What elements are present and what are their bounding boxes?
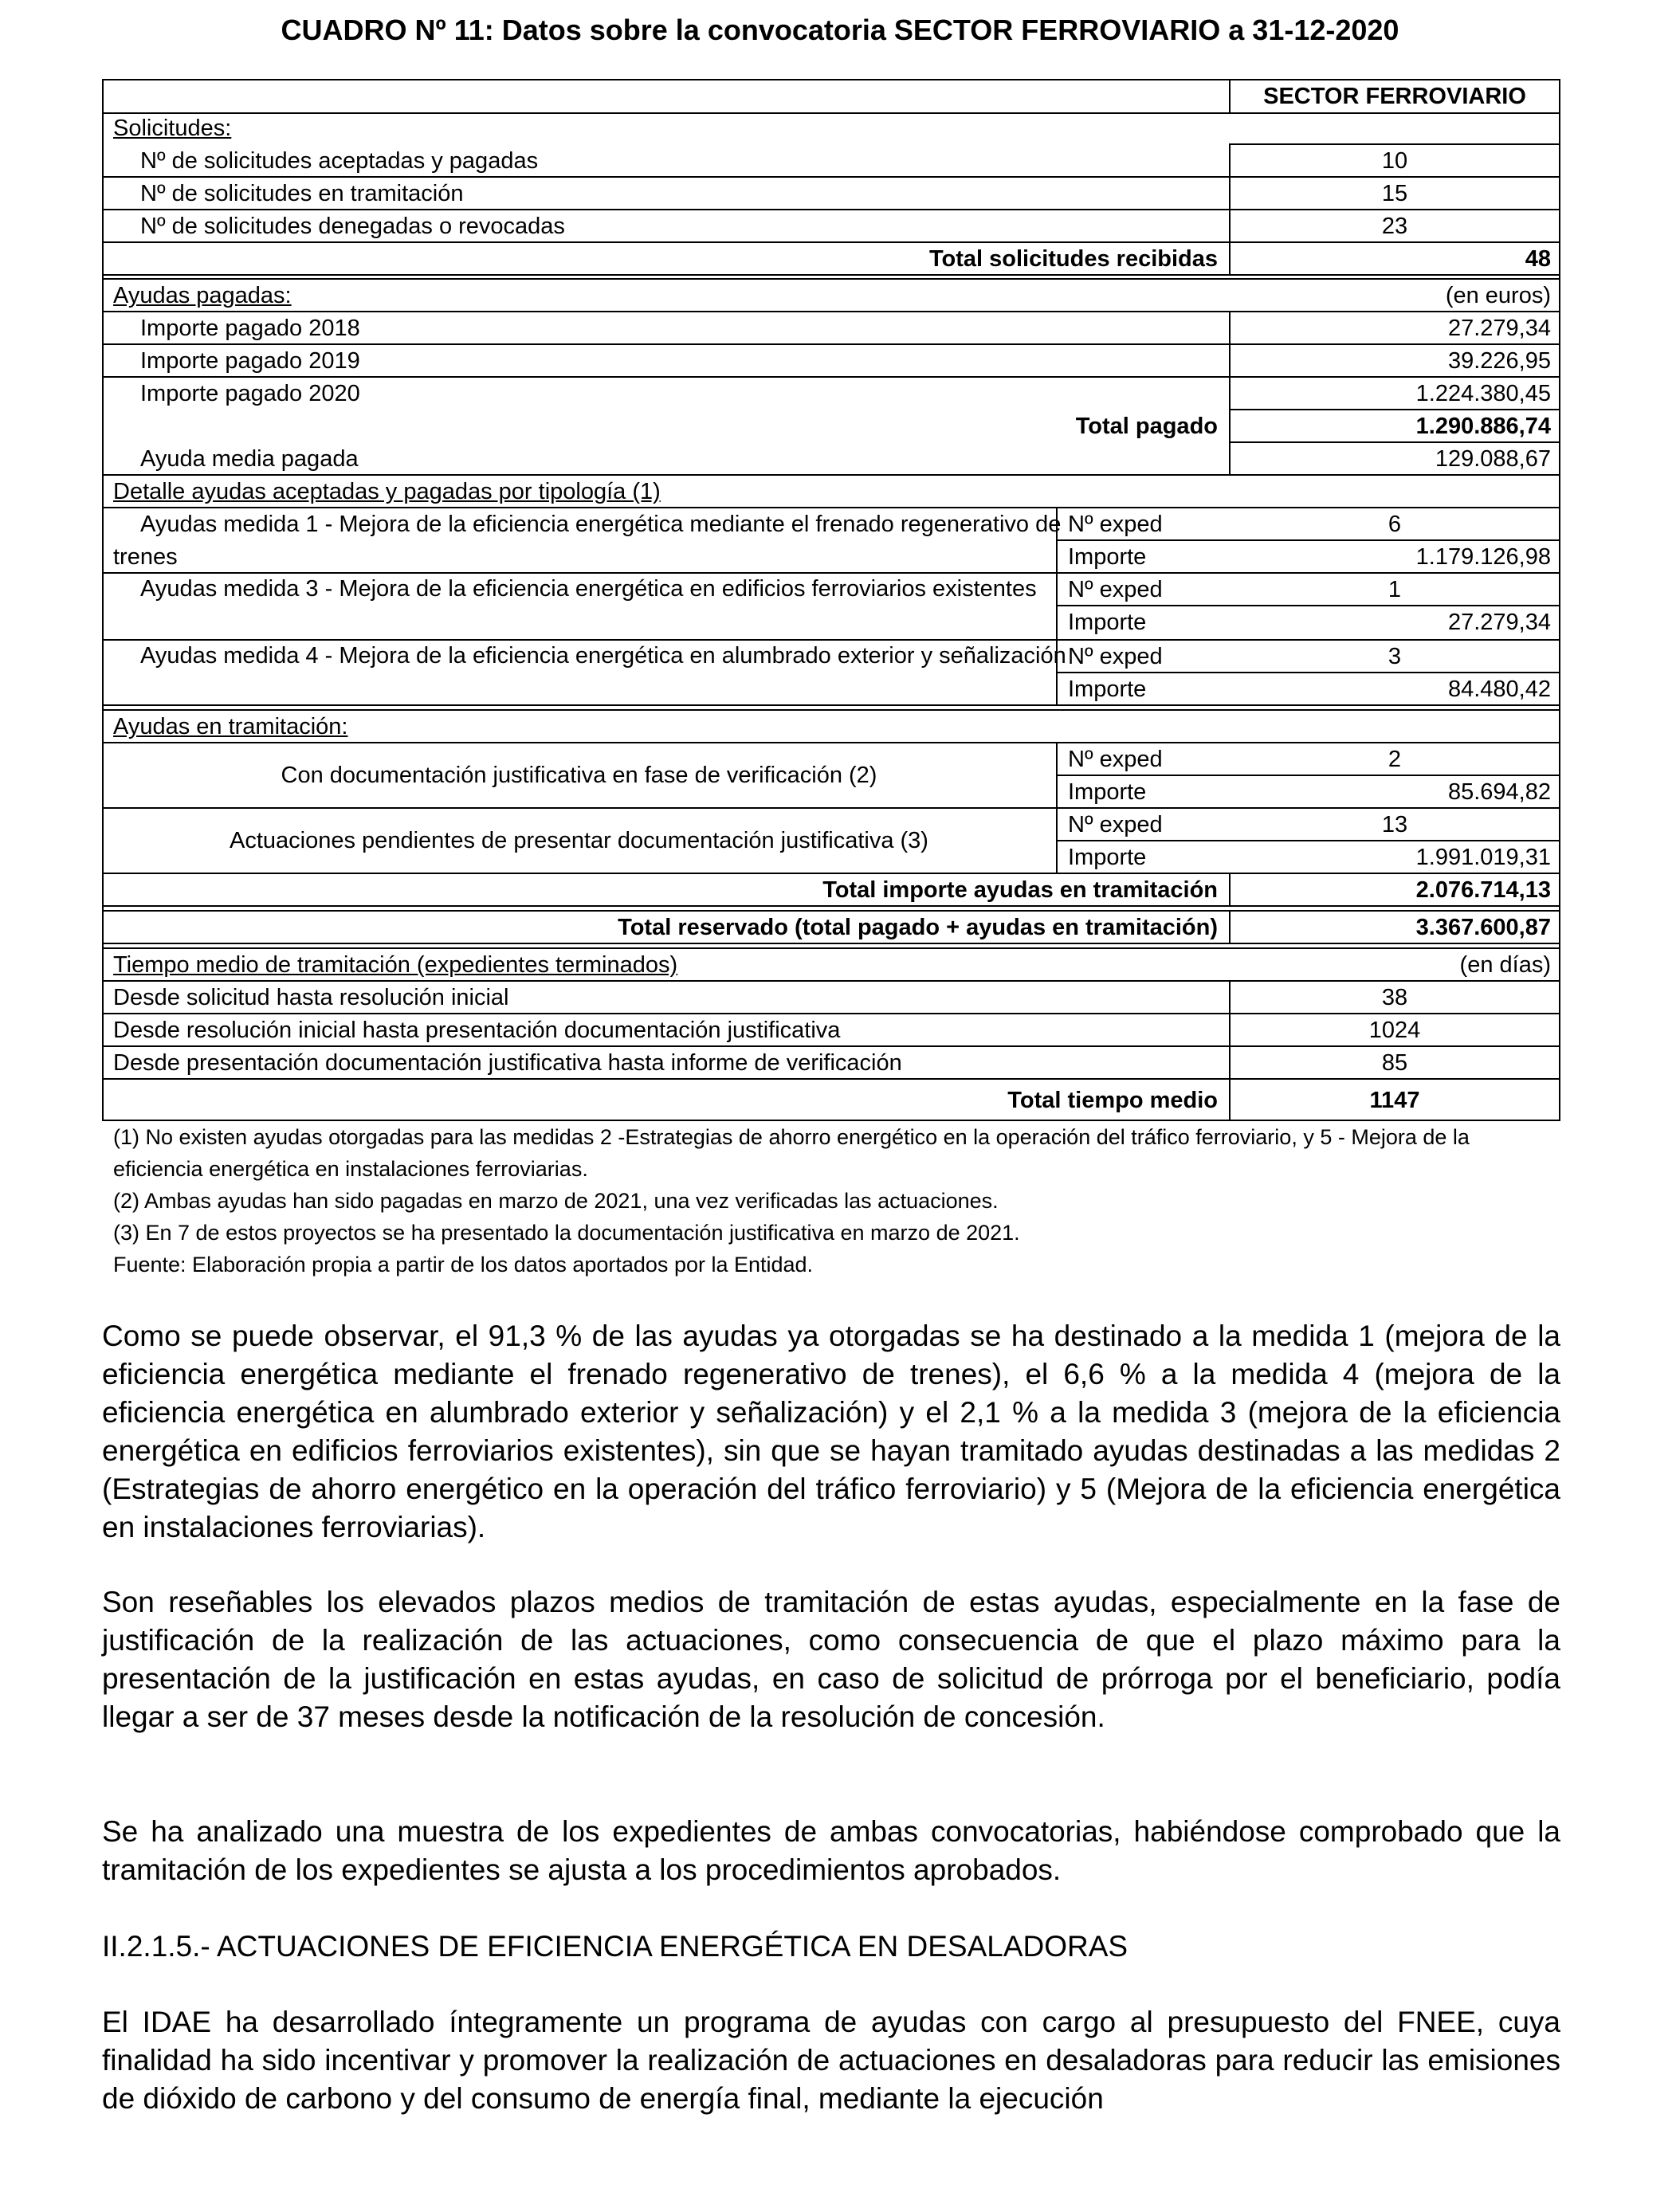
table-row-value: 85 [1381, 1050, 1408, 1076]
medida-label: trenes [113, 544, 178, 570]
table-row-label: Ayuda media pagada [140, 446, 359, 472]
section-heading: II.2.1.5.- ACTUACIONES DE EFICIENCIA ENERGÉTICA EN DESALADORAS [102, 1930, 1129, 1963]
unit-label: (en euros) [1445, 283, 1551, 308]
section-heading-tiempo: Tiempo medio de tramitación (expedientes terminados) [113, 952, 678, 978]
note: Fuente: Elaboración propia a partir de los datos aportados por la Entidad. [113, 1253, 814, 1277]
exped-label: Nº exped [1068, 747, 1163, 772]
note: (3) En 7 de estos proyectos se ha presentado la documentación justificativa en marzo de 2021. [113, 1221, 1020, 1245]
exped-label: Nº exped [1068, 577, 1163, 602]
table-notes [113, 1121, 1556, 1281]
exped-value: 2 [1388, 747, 1402, 772]
column-header: SECTOR FERROVIARIO [1263, 84, 1526, 109]
exped-label: Nº exped [1068, 812, 1163, 837]
section-heading-detalle: Detalle ayudas aceptadas y pagadas por tipología (1) [113, 479, 661, 504]
importe-value: 1.991.019,31 [1415, 845, 1551, 870]
exped-label: Nº exped [1068, 512, 1163, 537]
importe-value: 84.480,42 [1447, 677, 1551, 702]
total-value: 1.290.886,74 [1415, 414, 1551, 439]
table-row-label: Desde presentación documentación justificativa hasta informe de verificación [113, 1050, 902, 1076]
section-divider [102, 943, 1560, 944]
importe-label: Importe [1068, 845, 1147, 870]
section-divider [102, 274, 1560, 276]
section-divider [102, 704, 1560, 706]
importe-label: Importe [1068, 544, 1147, 570]
table-row-value: 38 [1381, 985, 1408, 1010]
section-heading-tramitacion: Ayudas en tramitación: [113, 714, 348, 739]
table-row-value: 39.226,95 [1447, 348, 1551, 374]
medida-label: Ayudas medida 1 - Mejora de la eficiencia energética mediante el frenado regenerativo de [140, 512, 1062, 537]
section-divider [102, 905, 1560, 907]
table-row-label: Nº de solicitudes denegadas o revocadas [140, 214, 565, 239]
table-row-label: Importe pagado 2018 [140, 316, 360, 341]
exped-label: Nº exped [1068, 644, 1163, 669]
exped-value: 1 [1388, 577, 1402, 602]
row-divider [102, 1078, 1560, 1080]
note: (2) Ambas ayudas han sido pagadas en marzo de 2021, una vez verificadas las actuaciones. [113, 1189, 999, 1213]
medida-label: Ayudas medida 4 - Mejora de la eficiencia energética en alumbrado exterior y señalización [140, 643, 1066, 669]
medida-label: Ayudas medida 3 - Mejora de la eficiencia energética en edificios ferroviarios existentes [140, 576, 1037, 602]
exped-value: 13 [1381, 812, 1408, 837]
importe-label: Importe [1068, 779, 1147, 805]
importe-value: 85.694,82 [1447, 779, 1551, 805]
importe-label: Importe [1068, 610, 1147, 635]
total-reservado-value: 3.367.600,87 [1415, 915, 1551, 940]
table-border [102, 79, 104, 1121]
table-row-label: Importe pagado 2019 [140, 348, 360, 374]
section-heading-ayudas-pagadas: Ayudas pagadas: [113, 283, 292, 308]
total-label: Total pagado [1075, 414, 1218, 439]
total-reservado-label: Total reservado (total pagado + ayudas en tramitación) [618, 915, 1218, 940]
table-row-label: Nº de solicitudes aceptadas y pagadas [140, 148, 539, 174]
importe-label: Importe [1068, 677, 1147, 702]
tramitacion-label: Con documentación justificativa en fase de verificación (2) [281, 763, 877, 788]
row-divider [102, 112, 1560, 114]
total-label: Total importe ayudas en tramitación [822, 877, 1218, 903]
total-label: Total solicitudes recibidas [928, 246, 1218, 272]
paragraph: Son reseñables los elevados plazos medios de tramitación de estas ayudas, especialmente en la fase de justificación de la realización de las actuaciones, como consecuencia de que el plazo máximo para la presentación de la justificación en estas ayudas, en caso de solicitud de prórroga por el beneficiario, podía llegar a ser de 37 meses desde la notificación de la resolución de concesión. [102, 1586, 1560, 1733]
total-value: 1147 [1369, 1088, 1420, 1113]
data-table [102, 79, 1560, 1121]
table-row-label: Nº de solicitudes en tramitación [140, 181, 464, 206]
importe-value: 27.279,34 [1447, 610, 1551, 635]
table-row-value: 1.224.380,45 [1415, 381, 1551, 406]
total-label: Total tiempo medio [1007, 1088, 1218, 1113]
table-row-label: Desde resolución inicial hasta presentación documentación justificativa [113, 1018, 841, 1043]
table-row-value: 15 [1381, 181, 1408, 206]
table-row-value: 23 [1381, 214, 1408, 239]
exped-value: 3 [1388, 644, 1402, 669]
exped-value: 6 [1388, 512, 1402, 537]
tramitacion-label: Actuaciones pendientes de presentar documentación justificativa (3) [230, 828, 928, 853]
table-row-value: 129.088,67 [1435, 446, 1551, 472]
table-border [1559, 79, 1560, 1121]
paragraph: Se ha analizado una muestra de los expedientes de ambas convocatorias, habiéndose comprobado que la tramitación de los expedientes se ajusta a los procedimientos aprobados. [102, 1815, 1560, 1886]
table-row-value: 10 [1381, 148, 1408, 174]
table-row-label: Importe pagado 2020 [140, 381, 360, 406]
table-row-value: 27.279,34 [1447, 316, 1551, 341]
note: (1) No existen ayudas otorgadas para las medidas 2 -Estrategias de ahorro energético en la operación del tráfico ferroviario, y 5 - Mejora de la eficiencia energética en instalaciones ferroviarias. [113, 1125, 1470, 1181]
importe-value: 1.179.126,98 [1415, 544, 1551, 570]
total-value: 2.076.714,13 [1415, 877, 1551, 903]
section-heading-solicitudes: Solicitudes: [113, 116, 232, 141]
paragraph: El IDAE ha desarrollado íntegramente un programa de ayudas con cargo al presupuesto del FNEE, cuya finalidad ha sido incentivar y promover la realización de actuaciones en desaladoras para reducir las emisiones de dióxido de carbono y del consumo de energía final, mediante la ejecución [102, 2006, 1560, 2115]
unit-label: (en días) [1459, 952, 1551, 978]
table-row-value: 1024 [1368, 1018, 1421, 1043]
page-title: CUADRO Nº 11: Datos sobre la convocatoria SECTOR FERROVIARIO a 31-12-2020 [281, 14, 1399, 46]
total-value: 48 [1525, 246, 1551, 272]
table-row-label: Desde solicitud hasta resolución inicial [113, 985, 509, 1010]
paragraph: Como se puede observar, el 91,3 % de las ayudas ya otorgadas se ha destinado a la medida 1 (mejora de la eficiencia energética mediante el frenado regenerativo de trenes), el 6,6 % a la medida 4 (mejora de la eficiencia energética en alumbrado exterior y señalización) y el 2,1 % a la medida 3 (mejora de la eficiencia energética en edificios ferroviarios existentes), sin que se hayan tramitado ayudas destinadas a las medidas 2 (Estrategias de ahorro energético en la operación del tráfico ferroviario) y 5 (Mejora de la eficiencia energética en instalaciones ferroviarias). [102, 1320, 1560, 1543]
